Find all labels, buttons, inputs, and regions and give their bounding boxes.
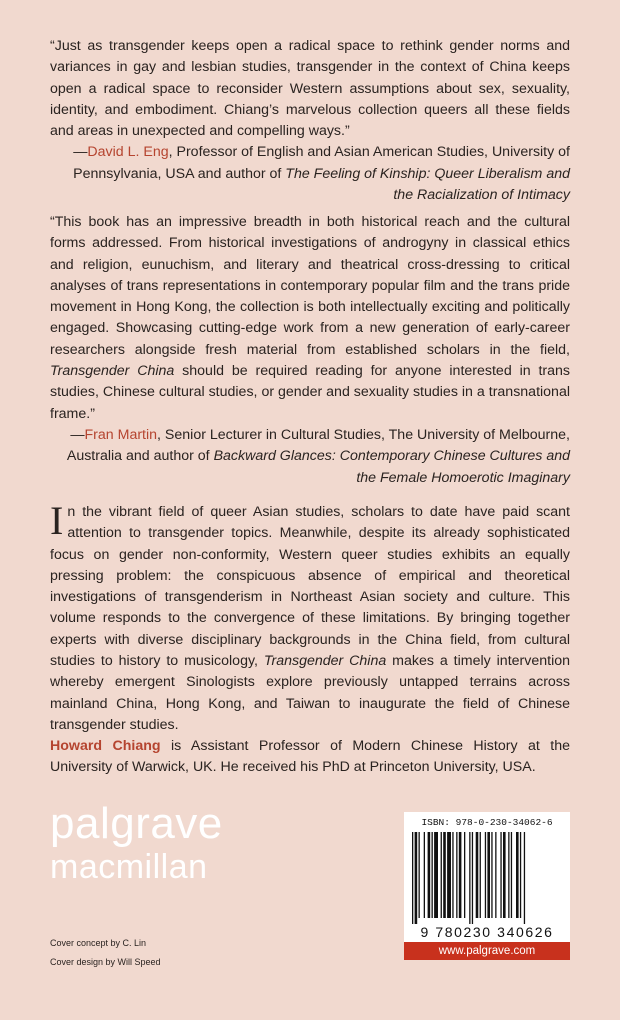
quote-1-book-title: The Feeling of Kinship: Queer Liberalism and the Racialization of Intimacy	[285, 165, 570, 204]
publisher-logo	[50, 800, 310, 886]
cover-concept-credit: Cover concept by C. Lin	[50, 938, 147, 948]
quote-2-text	[50, 212, 570, 425]
logo-macmillan: macmillan	[50, 848, 208, 886]
quote-2-author: Fran Martin	[84, 426, 158, 443]
author-bio	[50, 736, 570, 779]
quote-2-book-title: Backward Glances: Contemporary Chinese Cultures and the Female Homoerotic Imaginary	[213, 448, 570, 486]
cover-design-credit: Cover design by Will Speed	[50, 957, 161, 967]
barcode-panel	[404, 812, 570, 960]
cover-credits	[50, 934, 161, 972]
quote-1-text: “Just as transgender keeps open a radical space to rethink gender norms and variances in gay and lesbian studies, transgender in the context of China keeps open a radical space to reconsider Western assumptions about sex, sexuality, identity, and embodiment. Chiang’s marvelous collection queers all these fields and areas in unexpected and compelling ways.”	[50, 38, 570, 140]
isbn-label: ISBN: 978-0-230-34062-6	[421, 817, 553, 828]
quote-2-text-part2: should be required reading for anyone interested in trans studies, Chinese cultural studies, or gender and sexuality studies in a transnational frame.”	[50, 363, 571, 422]
endorsement-quote-1	[50, 36, 570, 206]
quote-1-dash: —	[73, 144, 88, 161]
quote-1-author: David L. Eng	[87, 144, 169, 161]
description-book-title: Transgender China	[263, 653, 387, 670]
quote-1-affiliation: , Professor of English and Asian American Studies, University of Pennsylvania, USA and author of	[73, 144, 570, 182]
quote-2-text-part1: “This book has an impressive breadth in both historical reach and the cultural forms addressed. From historical investigations of androgyny in classical ethics and religion, eunuchism, and literary and theatrical cross-dressing to critical analyses of trans representations in contemporary popular film and the trans pride movement in Hong Kong, the collection is both intellectually exciting and politically engaged. Showcasing cutting-edge work from a new generation of early-career researchers alongside fresh material from established scholars in the field,	[50, 214, 570, 358]
quote-1-attribution	[50, 142, 570, 206]
bio-text: is Assistant Professor of Modern Chinese History at the University of Warwick, UK. He received his PhD at Princeton University, USA.	[50, 738, 571, 776]
description-part2: makes a timely intervention whereby emergent Sinologists explore previously untapped terrains across mainland China, Hong Kong, and Taiwan to inaugurate the field of Chinese transgender studies.	[50, 653, 571, 733]
quote-2-dash: —	[70, 426, 85, 443]
publisher-url: www.palgrave.com	[404, 942, 570, 960]
quote-2-affiliation: , Senior Lecturer in Cultural Studies, The University of Melbourne, Australia and author of	[66, 426, 570, 465]
book-description	[50, 498, 571, 736]
description-part1: n the vibrant field of queer Asian studies, scholars to date have paid scant attention to transgender topics. Meanwhile, despite its already sophisticated focus on gender non-conformity, Western queer studies exhibits an equally pressing problem: the conspicuous absence of empirical and theoretical investigations of transgenderism in Northeast Asian society and culture. This volume responds to the convergence of these limitations. By bringing together experts with diverse disciplinary backgrounds in the China field, from cultural studies to history to musicology,	[50, 504, 570, 670]
quote-2-book-title-inline: Transgender China	[50, 363, 175, 380]
endorsement-quote-2	[50, 212, 570, 489]
barcode-icon	[412, 832, 562, 924]
bio-author-name: Howard Chiang	[50, 738, 161, 754]
quote-2-attribution	[50, 425, 570, 489]
barcode-number: 9 780230 340626	[420, 924, 554, 940]
logo-palgrave: palgrave	[50, 799, 223, 848]
drop-cap: I	[50, 498, 64, 543]
